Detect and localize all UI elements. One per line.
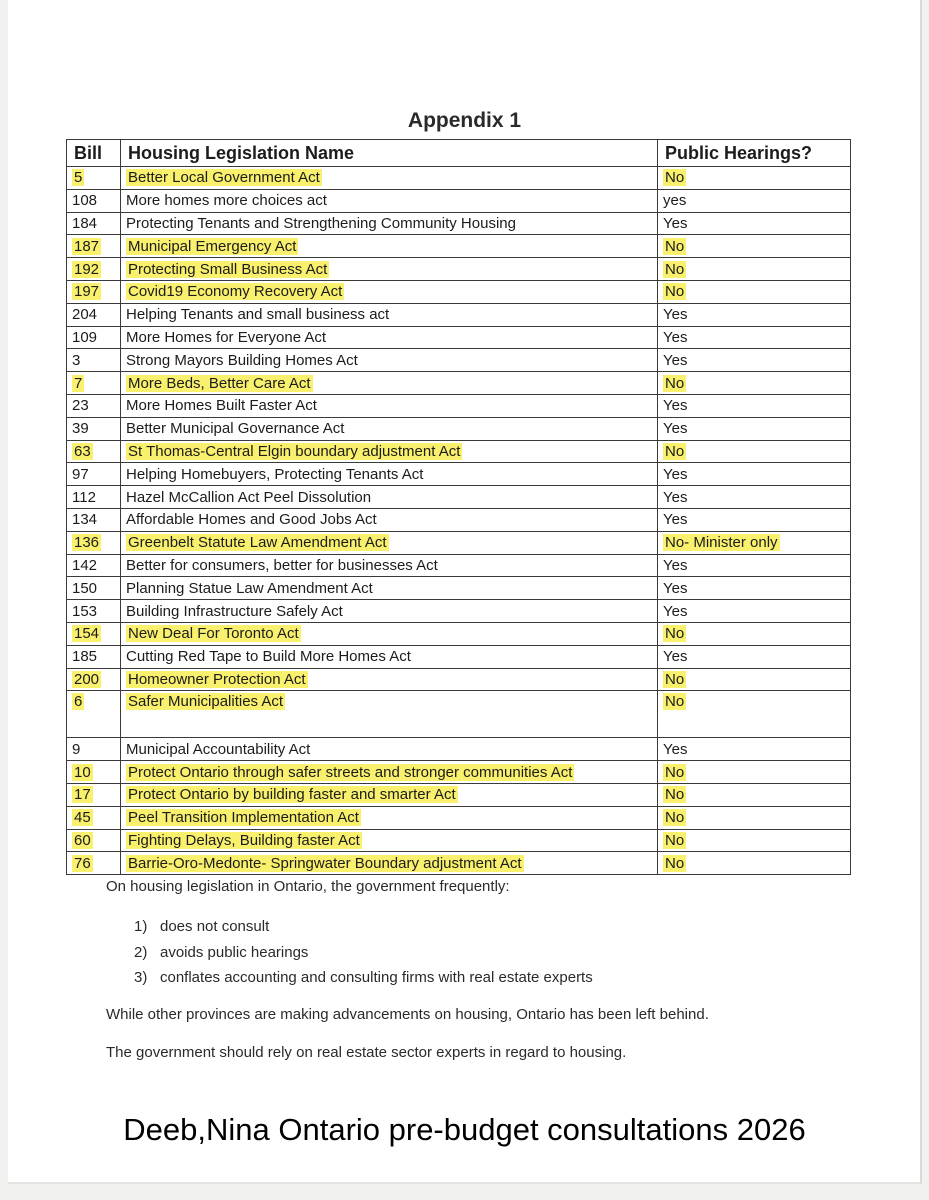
table-row bbox=[67, 645, 851, 668]
header-public-hearings: Public Hearings? bbox=[658, 140, 851, 167]
paragraph-experts: The government should rely on real estate sector experts in regard to housing. bbox=[106, 1044, 627, 1061]
table-row bbox=[67, 829, 851, 852]
bill-cell: 3 bbox=[67, 349, 121, 372]
table-row bbox=[67, 303, 851, 326]
table-row bbox=[67, 691, 851, 738]
public-hearings-cell: No bbox=[658, 235, 851, 258]
public-hearings-cell: No bbox=[658, 806, 851, 829]
bill-cell: 204 bbox=[67, 303, 121, 326]
table-row bbox=[67, 783, 851, 806]
page-title: Appendix 1 bbox=[407, 109, 522, 132]
public-hearings-cell: No bbox=[658, 440, 851, 463]
bill-cell: 154 bbox=[67, 622, 121, 645]
legislation-name-cell: Safer Municipalities Act bbox=[121, 691, 658, 738]
public-hearings-cell: yes bbox=[658, 189, 851, 212]
legislation-name-cell: Helping Tenants and small business act bbox=[121, 303, 658, 326]
footer-caption: Deeb,Nina Ontario pre-budget consultations 2026 bbox=[123, 1112, 806, 1147]
table-row bbox=[67, 806, 851, 829]
public-hearings-cell: Yes bbox=[658, 326, 851, 349]
bill-cell: 142 bbox=[67, 554, 121, 577]
legislation-name-cell: More Beds, Better Care Act bbox=[121, 372, 658, 395]
public-hearings-cell: No bbox=[658, 280, 851, 303]
public-hearings-cell: Yes bbox=[658, 394, 851, 417]
public-hearings-cell: No bbox=[658, 668, 851, 691]
legislation-name-cell: Protect Ontario through safer streets and stronger communities Act bbox=[121, 761, 658, 784]
table-row bbox=[67, 258, 851, 281]
public-hearings-cell: Yes bbox=[658, 417, 851, 440]
legislation-name-cell: More homes more choices act bbox=[121, 189, 658, 212]
legislation-name-cell: More Homes for Everyone Act bbox=[121, 326, 658, 349]
bill-cell: 10 bbox=[67, 761, 121, 784]
legislation-name-cell: Protecting Tenants and Strengthening Community Housing bbox=[121, 212, 658, 235]
public-hearings-cell: Yes bbox=[658, 738, 851, 761]
bill-cell: 150 bbox=[67, 577, 121, 600]
legislation-name-cell: Cutting Red Tape to Build More Homes Act bbox=[121, 645, 658, 668]
public-hearings-cell: Yes bbox=[658, 349, 851, 372]
bill-cell: 187 bbox=[67, 235, 121, 258]
table-row bbox=[67, 622, 851, 645]
table-row bbox=[67, 486, 851, 509]
public-hearings-cell: No bbox=[658, 622, 851, 645]
legislation-name-cell: New Deal For Toronto Act bbox=[121, 622, 658, 645]
legislation-name-cell: Hazel McCallion Act Peel Dissolution bbox=[121, 486, 658, 509]
table-row bbox=[67, 372, 851, 395]
list-item: 1) does not consult bbox=[134, 918, 270, 935]
table-row bbox=[67, 326, 851, 349]
list-item: 2) avoids public hearings bbox=[134, 943, 309, 961]
table-row bbox=[67, 668, 851, 691]
public-hearings-cell: Yes bbox=[658, 508, 851, 531]
housing-legislation-table bbox=[66, 139, 851, 875]
public-hearings-cell: No- Minister only bbox=[658, 531, 851, 554]
public-hearings-cell: Yes bbox=[658, 212, 851, 235]
public-hearings-cell: No bbox=[658, 372, 851, 395]
intro-text: On housing legislation in Ontario, the government frequently: bbox=[106, 878, 510, 895]
legislation-name-cell: Municipal Accountability Act bbox=[121, 738, 658, 761]
bill-cell: 184 bbox=[67, 212, 121, 235]
table-header-row bbox=[67, 140, 851, 167]
table-row bbox=[67, 600, 851, 623]
table-row bbox=[67, 417, 851, 440]
public-hearings-cell: Yes bbox=[658, 645, 851, 668]
list-item: 3) conflates accounting and consulting firms with real estate experts bbox=[134, 969, 593, 986]
bill-cell: 45 bbox=[67, 806, 121, 829]
table-row bbox=[67, 463, 851, 486]
table-row bbox=[67, 508, 851, 531]
header-bill: Bill bbox=[67, 140, 121, 167]
bill-cell: 197 bbox=[67, 280, 121, 303]
public-hearings-cell: Yes bbox=[658, 486, 851, 509]
public-hearings-cell: No bbox=[658, 691, 851, 738]
legislation-name-cell: Homeowner Protection Act bbox=[121, 668, 658, 691]
legislation-name-cell: Peel Transition Implementation Act bbox=[121, 806, 658, 829]
bill-cell: 200 bbox=[67, 668, 121, 691]
paragraph-provinces: While other provinces are making advancements on housing, Ontario has been left behind. bbox=[106, 1006, 709, 1023]
legislation-name-cell: Helping Homebuyers, Protecting Tenants Act bbox=[121, 463, 658, 486]
bill-cell: 17 bbox=[67, 783, 121, 806]
bill-cell: 39 bbox=[67, 417, 121, 440]
legislation-name-cell: St Thomas-Central Elgin boundary adjustment Act bbox=[121, 440, 658, 463]
legislation-name-cell: Better Local Government Act bbox=[121, 167, 658, 190]
findings-list bbox=[134, 918, 593, 995]
table-row bbox=[67, 577, 851, 600]
legislation-name-cell: Protecting Small Business Act bbox=[121, 258, 658, 281]
table-row bbox=[67, 554, 851, 577]
legislation-name-cell: More Homes Built Faster Act bbox=[121, 394, 658, 417]
legislation-name-cell: Building Infrastructure Safely Act bbox=[121, 600, 658, 623]
public-hearings-cell: No bbox=[658, 761, 851, 784]
bill-cell: 63 bbox=[67, 440, 121, 463]
legislation-name-cell: Greenbelt Statute Law Amendment Act bbox=[121, 531, 658, 554]
bill-cell: 136 bbox=[67, 531, 121, 554]
table-row bbox=[67, 349, 851, 372]
bill-cell: 23 bbox=[67, 394, 121, 417]
legislation-name-cell: Strong Mayors Building Homes Act bbox=[121, 349, 658, 372]
legislation-name-cell: Protect Ontario by building faster and smarter Act bbox=[121, 783, 658, 806]
bill-cell: 109 bbox=[67, 326, 121, 349]
table-row bbox=[67, 189, 851, 212]
bill-cell: 97 bbox=[67, 463, 121, 486]
table-row bbox=[67, 394, 851, 417]
table-row bbox=[67, 761, 851, 784]
table-row bbox=[67, 531, 851, 554]
legislation-name-cell: Better for consumers, better for businesses Act bbox=[121, 554, 658, 577]
bill-cell: 9 bbox=[67, 738, 121, 761]
table-row bbox=[67, 167, 851, 190]
bill-cell: 192 bbox=[67, 258, 121, 281]
legislation-name-cell: Better Municipal Governance Act bbox=[121, 417, 658, 440]
public-hearings-cell: No bbox=[658, 167, 851, 190]
public-hearings-cell: No bbox=[658, 852, 851, 875]
public-hearings-cell: No bbox=[658, 258, 851, 281]
bill-cell: 134 bbox=[67, 508, 121, 531]
table-row bbox=[67, 440, 851, 463]
bill-cell: 112 bbox=[67, 486, 121, 509]
table-row bbox=[67, 235, 851, 258]
bill-cell: 7 bbox=[67, 372, 121, 395]
legislation-name-cell: Planning Statue Law Amendment Act bbox=[121, 577, 658, 600]
bill-cell: 185 bbox=[67, 645, 121, 668]
table-row bbox=[67, 852, 851, 875]
public-hearings-cell: No bbox=[658, 783, 851, 806]
public-hearings-cell: No bbox=[658, 829, 851, 852]
legislation-name-cell: Municipal Emergency Act bbox=[121, 235, 658, 258]
public-hearings-cell: Yes bbox=[658, 463, 851, 486]
table-row bbox=[67, 738, 851, 761]
bill-cell: 108 bbox=[67, 189, 121, 212]
legislation-name-cell: Barrie-Oro-Medonte- Springwater Boundary adjustment Act bbox=[121, 852, 658, 875]
legislation-name-cell: Fighting Delays, Building faster Act bbox=[121, 829, 658, 852]
bill-cell: 76 bbox=[67, 852, 121, 875]
public-hearings-cell: Yes bbox=[658, 577, 851, 600]
legislation-name-cell: Covid19 Economy Recovery Act bbox=[121, 280, 658, 303]
bill-cell: 6 bbox=[67, 691, 121, 738]
bill-cell: 60 bbox=[67, 829, 121, 852]
header-legislation-name: Housing Legislation Name bbox=[121, 140, 658, 167]
legislation-name-cell: Affordable Homes and Good Jobs Act bbox=[121, 508, 658, 531]
bill-cell: 5 bbox=[67, 167, 121, 190]
public-hearings-cell: Yes bbox=[658, 600, 851, 623]
table-row bbox=[67, 280, 851, 303]
public-hearings-cell: Yes bbox=[658, 303, 851, 326]
public-hearings-cell: Yes bbox=[658, 554, 851, 577]
table-row bbox=[67, 212, 851, 235]
bill-cell: 153 bbox=[67, 600, 121, 623]
